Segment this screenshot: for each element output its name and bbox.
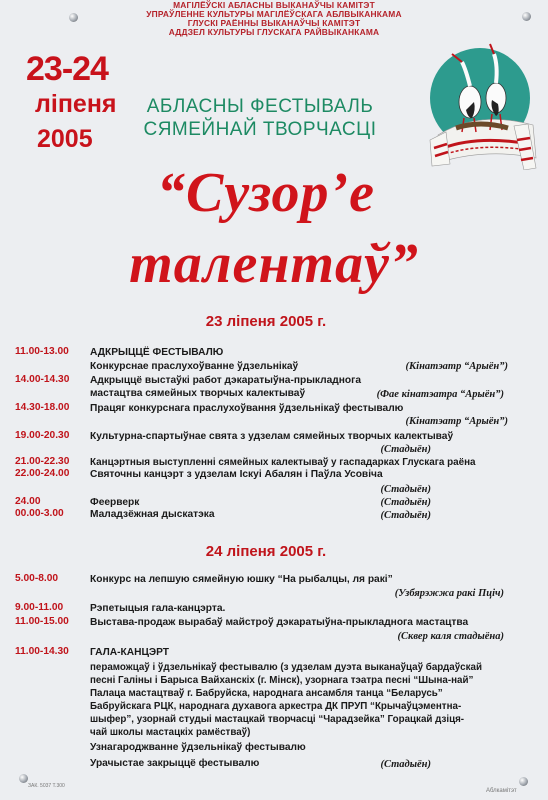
event-title: Выстава-продаж вырабаў майстроў дэкаратыўна-прыкладнога мастацтва <box>90 617 469 628</box>
gala-line: чай школы мастацкіх рамёстваў) <box>90 727 251 738</box>
event-time: 21.00-22.30 <box>15 456 70 467</box>
organizer-line: УПРАЎЛЕННЕ КУЛЬТУРЫ МАГІЛЁЎСКАГА АБЛВЫКАНКАМА <box>146 9 402 19</box>
event-time: 11.00-13.00 <box>15 346 69 357</box>
gala-line: пераможцаў і ўдзельнікаў фестывалю (з удзелам дуэта выканаўцаў бардаўскай <box>90 662 482 673</box>
pin-icon <box>519 777 528 786</box>
festival-name-line2: СЯМЕЙНАЙ ТВОРЧАСЦІ <box>143 119 377 140</box>
event-time: 19.00-20.30 <box>15 430 70 441</box>
festival-title-line1: “Сузор’е <box>156 162 376 224</box>
organizer-line: МАГІЛЁЎСКІ АБЛАСНЫ ВЫКАНАЎЧЫ КАМІТЭТ <box>173 0 375 10</box>
event-title: Феерверк <box>90 497 140 508</box>
print-info: ЗАК. 5037 Т.300 <box>28 783 65 789</box>
storks-logo-icon <box>418 40 543 170</box>
event-title: Адкрыццё выстаўкі работ дэкаратыўна-прыкладнога <box>90 375 362 386</box>
festival-name-line1: АБЛАСНЫ ФЕСТЫВАЛЬ <box>146 96 374 117</box>
event-place: (Стадыён) <box>380 759 431 770</box>
event-place: (Стадыён) <box>380 484 431 495</box>
gala-line: песні Галіны і Барыса Вайханскіх (г. Мінск), узорнага тэатра песні “Шына-най” <box>90 675 474 686</box>
event-place: (Стадыён) <box>380 444 431 455</box>
festival-title-line2: талентаў” <box>129 233 419 295</box>
printer-name: Аблкамітэт <box>486 788 517 794</box>
organizer-line: АДДЗЕЛ КУЛЬТУРЫ ГЛУСКАГА РАЙВЫКАНКАМА <box>168 27 380 37</box>
event-title: АДКРЫЦЦЁ ФЕСТЫВАЛЮ <box>90 347 224 358</box>
gala-line: Узнагароджванне ўдзельнікаў фестывалю <box>90 742 306 753</box>
event-title: Конкурс на лепшую сямейную юшку “На рыбалцы, ля ракі” <box>90 574 393 585</box>
gala-line: Урачыстае закрыццё фестывалю <box>90 758 260 769</box>
day2-heading: 24 ліпеня 2005 г. <box>205 543 327 560</box>
event-time: 9.00-11.00 <box>15 602 64 613</box>
festival-month: ліпеня <box>35 90 117 118</box>
event-title: Маладзёжная дыскатэка <box>90 509 215 520</box>
event-place: (Кінатэатр “Арыён”) <box>405 416 508 427</box>
event-title: Рэпетыцыя гала-канцэрта. <box>90 603 226 614</box>
event-place: (Стадыён) <box>380 497 431 508</box>
pin-icon <box>19 774 28 783</box>
event-title: ГАЛА-КАНЦЭРТ <box>90 647 170 658</box>
event-time: 14.00-14.30 <box>15 374 70 385</box>
event-time: 14.30-18.00 <box>15 402 70 413</box>
event-place: (Кінатэатр “Арыён”) <box>405 361 508 372</box>
event-title: мастацтва сямейных творчых калектываў <box>90 388 306 399</box>
event-place: (Стадыён) <box>380 510 431 521</box>
event-place: (Узбярэжжа ракі Пціч) <box>394 588 504 599</box>
event-time: 11.00-14.30 <box>15 646 69 657</box>
event-time: 5.00-8.00 <box>15 573 59 584</box>
event-time: 24.00 <box>15 496 41 507</box>
gala-line: Палаца мастацтваў г. Бабруйска, народнага ансамбля танца “Беларусь” <box>90 688 443 699</box>
event-place: (Фае кінатэатра “Арыён”) <box>376 389 504 400</box>
festival-year: 2005 <box>37 125 93 153</box>
gala-line: шыфер”, узорнай студыі мастацкай творчасці “Чарадзейка” Горацкай дзіця- <box>90 714 465 725</box>
event-time: 00.00-3.00 <box>15 508 64 519</box>
organizer-line: ГЛУСКІ РАЁННЫ ВЫКАНАЎЧЫ КАМІТЭТ <box>187 18 361 28</box>
event-title: Конкурснае праслухоўванне ўдзельнікаў <box>90 361 299 372</box>
event-time: 22.00-24.00 <box>15 468 70 479</box>
event-title: Працяг конкурснага праслухоўвання ўдзельнікаў фестывалю <box>90 403 404 414</box>
event-time: 11.00-15.00 <box>15 616 69 627</box>
festival-dates: 23-24 <box>26 50 108 88</box>
event-title: Святочны канцэрт з удзелам Іскуі Абалян і Паўла Усовіча <box>90 469 383 480</box>
event-place: (Сквер каля стадыёна) <box>397 631 504 642</box>
day1-heading: 23 ліпеня 2005 г. <box>205 313 327 330</box>
gala-line: Бабруйскага РЦК, народнага духавога аркестра ДК ПРУП “Крычаўцэментна- <box>90 701 462 712</box>
event-title: Канцэртныя выступленні сямейных калектываў у гаспадарках Глускага раёна <box>90 457 476 468</box>
event-title: Культурна-спартыўнае свята з удзелам сямейных творчых калектываў <box>90 431 454 442</box>
